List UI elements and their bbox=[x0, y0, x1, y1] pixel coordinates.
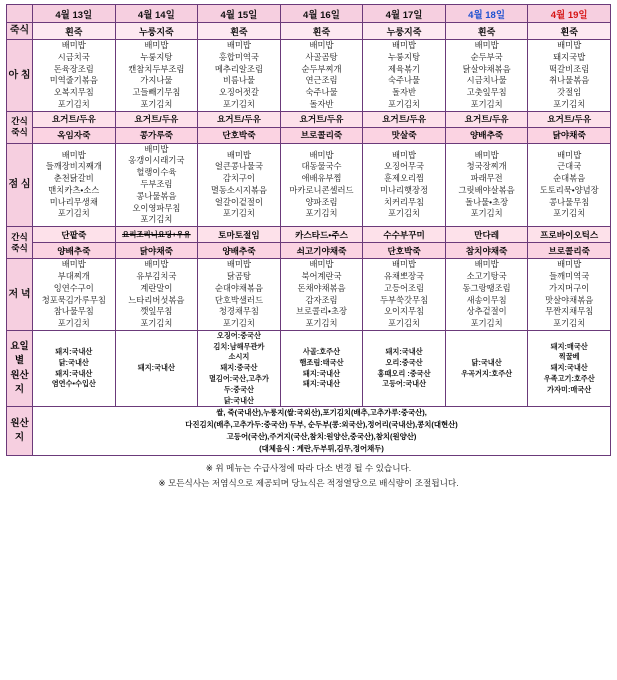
rice-cell: 흰죽 bbox=[528, 23, 611, 40]
table-header-row bbox=[7, 5, 611, 23]
text-line: 소시지 bbox=[228, 352, 250, 362]
dish-item: 배미밥 bbox=[474, 259, 499, 270]
snack-porridge-cell: 콩가루죽 bbox=[115, 127, 198, 143]
text-line: 햄조림:태국산 bbox=[299, 357, 344, 367]
dish-item: 북어계란국 bbox=[301, 270, 342, 281]
text-line: 닭:국내산 bbox=[471, 357, 502, 367]
text-line: 찍꿀베 bbox=[558, 352, 580, 362]
dinner-cell bbox=[363, 259, 446, 331]
dish-item: 대동물국수 bbox=[301, 161, 342, 172]
dish-item: 배미밥 bbox=[144, 259, 169, 270]
text-line: 돼지:매국산 bbox=[550, 341, 588, 351]
lunch-cell bbox=[528, 143, 611, 226]
row-origin-daily bbox=[7, 330, 611, 407]
dish-item: 무짠지채무침 bbox=[545, 306, 594, 317]
row-lunch bbox=[7, 143, 611, 226]
dish-item: 고춧잎무침 bbox=[466, 87, 507, 98]
snack-cell: 토마토절임 bbox=[198, 227, 281, 243]
breakfast-cell bbox=[198, 40, 281, 112]
dish-item: 시금치나물 bbox=[466, 75, 507, 86]
dish-item: 오이지무침 bbox=[384, 306, 425, 317]
dish-item: 애배유부찜 bbox=[301, 173, 342, 184]
dish-item: 맨치카츠•소스 bbox=[48, 184, 100, 195]
weekly-menu-table bbox=[6, 4, 611, 456]
dish-item: 포기김치 bbox=[388, 208, 421, 219]
text-line: 닭:국내산 bbox=[58, 357, 89, 367]
dish-item: 시금치국 bbox=[57, 51, 90, 62]
text-line: 가자미:매국산 bbox=[547, 384, 592, 394]
dish-item: 포기김치 bbox=[140, 214, 173, 225]
text-line: 돼지:국내산 bbox=[550, 363, 588, 373]
text-line: 고등어(국산),주거지(국산,참치:원양산,중국산),참치(원양산) bbox=[226, 432, 417, 442]
snack-porridge-cell: 브로콜리죽 bbox=[280, 127, 363, 143]
dish-item: 옹갱이시래기국 bbox=[128, 155, 185, 166]
text-line: 홍때오리 :중국산 bbox=[377, 368, 431, 378]
dish-item: 유채뽀장국 bbox=[384, 270, 425, 281]
text-line: 김치:남해무관카 bbox=[213, 341, 265, 351]
snack-porridge-cell: 브로콜리죽 bbox=[528, 243, 611, 259]
dish-item: 돼지국밥 bbox=[553, 51, 586, 62]
snack-porridge-cell: 닭야채죽 bbox=[528, 127, 611, 143]
header-day-fri: 4월 17일 bbox=[363, 5, 446, 23]
breakfast-cell bbox=[33, 40, 116, 112]
dish-item: 깻잎무침 bbox=[140, 306, 173, 317]
dish-item: 헐랭이수육 bbox=[136, 167, 177, 178]
dish-item: 청국장찌개 bbox=[466, 161, 507, 172]
snack-porridge-cell: 양배추죽 bbox=[198, 243, 281, 259]
snack-porridge-cell: 맛살죽 bbox=[363, 127, 446, 143]
dish-item: 두부쑥갓무침 bbox=[380, 294, 429, 305]
dish-item: 포기김치 bbox=[222, 318, 255, 329]
origin-cell bbox=[115, 330, 198, 407]
text-line: 돼지:국내산 bbox=[385, 347, 423, 357]
row-snack-afternoon-porridge bbox=[7, 243, 611, 259]
snack-cell: 요거트/두유 bbox=[445, 111, 528, 127]
dish-item: 배미밥 bbox=[392, 259, 417, 270]
text-line: 죽식 bbox=[11, 127, 28, 138]
dish-item: 포기김치 bbox=[57, 318, 90, 329]
breakfast-cell bbox=[445, 40, 528, 112]
dish-item: 브로콜리•초장 bbox=[295, 306, 347, 317]
dish-item: 포기김치 bbox=[388, 98, 421, 109]
dish-item: 부대찌개 bbox=[57, 270, 90, 281]
snack-cell: 요거트/두유 bbox=[115, 111, 198, 127]
dish-item: 감치구이 bbox=[222, 173, 255, 184]
text-line: 돼지:국내산 bbox=[55, 368, 93, 378]
text-line: 간식 bbox=[11, 231, 28, 242]
header-day-tue: 4월 14일 bbox=[115, 5, 198, 23]
snack-cell: 카스타드•주스 bbox=[280, 227, 363, 243]
row-breakfast bbox=[7, 40, 611, 112]
origin-cell bbox=[280, 330, 363, 407]
footer-note-2: ※ 모든식사는 저염식으로 제공되며 당뇨식은 적정열당으로 배식량이 조절됩니다. bbox=[158, 477, 459, 488]
row-label-origin-daily bbox=[7, 330, 33, 407]
lunch-cell bbox=[33, 143, 116, 226]
snack-porridge-cell: 단호박죽 bbox=[198, 127, 281, 143]
row-origin-all bbox=[7, 407, 611, 456]
dish-item: 감자조림 bbox=[305, 294, 338, 305]
rice-cell: 흰죽 bbox=[198, 23, 281, 40]
dish-item: 돌자반 bbox=[392, 87, 417, 98]
dish-item: 사골곰탕 bbox=[305, 51, 338, 62]
breakfast-cell bbox=[363, 40, 446, 112]
header-day-wed: 4월 15일 bbox=[198, 5, 281, 23]
text-line: 돼지:국내산 bbox=[137, 363, 175, 373]
dish-item: 오복지무침 bbox=[53, 87, 94, 98]
dish-item: 배미밥 bbox=[61, 259, 86, 270]
snack-porridge-cell: 참치야채죽 bbox=[445, 243, 528, 259]
dish-item: 순두부국 bbox=[470, 51, 503, 62]
snack-porridge-cell: 쇠고기야채죽 bbox=[280, 243, 363, 259]
rice-cell: 흰죽 bbox=[33, 23, 116, 40]
dish-item: 느타리버섯볶음 bbox=[128, 294, 185, 305]
dish-item: 포기김치 bbox=[305, 208, 338, 219]
dish-item: 참나물무침 bbox=[53, 306, 94, 317]
snack-cell-strikethrough: 요리조리니요딩+우유 bbox=[122, 230, 191, 240]
dish-item: 배미밥 bbox=[392, 149, 417, 160]
dish-item: 순대야채볶음 bbox=[214, 282, 263, 293]
header-day-mon: 4월 13일 bbox=[33, 5, 116, 23]
header-day-sat: 4월 18일 bbox=[445, 5, 528, 23]
origin-cell bbox=[445, 330, 528, 407]
text-line: 우족고기:호주산 bbox=[543, 374, 595, 384]
row-snack-afternoon bbox=[7, 227, 611, 243]
rice-cell: 흰죽 bbox=[445, 23, 528, 40]
dish-item: 포기김치 bbox=[140, 98, 173, 109]
breakfast-cell bbox=[115, 40, 198, 112]
text-line: 간식 bbox=[11, 116, 28, 127]
dish-item: 누룽지탕 bbox=[388, 51, 421, 62]
dish-item: 닭살야채볶음 bbox=[462, 63, 511, 74]
dish-item: 고들빼기무침 bbox=[132, 87, 181, 98]
rice-cell: 흰죽 bbox=[280, 23, 363, 40]
dish-item: 포기김치 bbox=[57, 208, 90, 219]
dish-item: 누룽지탕 bbox=[140, 51, 173, 62]
dish-item: 그릿배야살볶음 bbox=[458, 184, 515, 195]
snack-cell: 수수부꾸미 bbox=[363, 227, 446, 243]
rice-cell: 누룽지죽 bbox=[363, 23, 446, 40]
row-snack-morning bbox=[7, 111, 611, 127]
text-line: 쌀, 죽(국내산),누룽지(쌀:국외산),포기김치(배추,고추가루:중국산), bbox=[216, 408, 427, 418]
dish-item: 숙주나물 bbox=[388, 75, 421, 86]
dish-item: 순대볶음 bbox=[553, 173, 586, 184]
dish-item: 근대국 bbox=[557, 161, 582, 172]
dish-item: 연근조림 bbox=[305, 75, 338, 86]
dish-item: 미나리햇장정 bbox=[380, 184, 429, 195]
text-line: 오리:중국산 bbox=[385, 357, 423, 367]
dish-item: 떡갈비조림 bbox=[549, 63, 590, 74]
breakfast-cell bbox=[528, 40, 611, 112]
dish-item: 배미밥 bbox=[557, 149, 582, 160]
dish-item: 얼큰콩나물국 bbox=[214, 161, 263, 172]
dish-item: 포기김치 bbox=[222, 98, 255, 109]
snack-porridge-cell: 양배추죽 bbox=[445, 127, 528, 143]
dish-item: 오징어무국 bbox=[384, 161, 425, 172]
dinner-cell bbox=[528, 259, 611, 331]
dish-item: 제육볶기 bbox=[388, 63, 421, 74]
dish-item: 배미밥 bbox=[61, 40, 86, 50]
lunch-cell bbox=[363, 143, 446, 226]
origin-cell bbox=[198, 330, 281, 407]
snack-porridge-cell: 닭야채죽 bbox=[115, 243, 198, 259]
row-label-lunch: 점 심 bbox=[7, 143, 33, 226]
dish-item: 소고기탕국 bbox=[466, 270, 507, 281]
text-line: 두:중국산 bbox=[223, 384, 254, 394]
origin-all-cell bbox=[33, 407, 611, 456]
dish-item: 마카로니콘셀러드 bbox=[289, 184, 354, 195]
dish-item: 상추겉절이 bbox=[466, 306, 507, 317]
dish-item: 배미밥 bbox=[309, 40, 334, 50]
dish-item: 청포묵김가루무침 bbox=[41, 294, 106, 305]
dish-item: 닭곰탕 bbox=[226, 270, 251, 281]
dish-item: 가지머구이 bbox=[549, 282, 590, 293]
origin-cell bbox=[363, 330, 446, 407]
text-line: 요일별 bbox=[10, 341, 29, 367]
dish-item: 숙주나물 bbox=[305, 87, 338, 98]
dish-item: 들깨미역국 bbox=[549, 270, 590, 281]
dish-item: 포기김치 bbox=[57, 98, 90, 109]
dish-item: 배미밥 bbox=[309, 259, 334, 270]
dish-item: 포기김치 bbox=[553, 208, 586, 219]
snack-porridge-cell: 단호박죽 bbox=[363, 243, 446, 259]
text-line: 죽식 bbox=[11, 242, 28, 253]
row-snack-morning-porridge bbox=[7, 127, 611, 143]
dish-item: 배미밥 bbox=[61, 149, 86, 160]
dish-item: 콩나물무침 bbox=[549, 196, 590, 207]
dinner-cell bbox=[445, 259, 528, 331]
dish-item: 배미밥 bbox=[226, 259, 251, 270]
row-label-dinner: 저 녁 bbox=[7, 259, 33, 331]
dish-item: 배미밥 bbox=[557, 259, 582, 270]
text-line: 돼지:국내산 bbox=[302, 379, 341, 389]
dinner-cell bbox=[280, 259, 363, 331]
text-line: 돼지:국내산 bbox=[55, 347, 93, 357]
dish-item: 배미밥 bbox=[557, 40, 582, 50]
dish-item: 들깨장비지째개 bbox=[45, 161, 102, 172]
dish-item: 홍합미역국 bbox=[218, 51, 259, 62]
lunch-cell bbox=[198, 143, 281, 226]
dish-item: 단호박샐러드 bbox=[214, 294, 263, 305]
dish-item: 두부조림 bbox=[140, 179, 173, 190]
dish-item: 배미밥 bbox=[474, 149, 499, 160]
dinner-cell bbox=[115, 259, 198, 331]
text-line: 멸김어:국산,고추가 bbox=[208, 374, 269, 384]
dish-item: 계란말이 bbox=[140, 282, 173, 293]
snack-cell: 요거트/두유 bbox=[528, 111, 611, 127]
dish-item: 유부김치국 bbox=[136, 270, 177, 281]
text-line: 다진김치(배추,고추가두:중국산) 두부, 순두부(콩:외국산),정어리(국내산),콩치(대현산) bbox=[185, 420, 458, 430]
dish-item: 순두부찌개 bbox=[301, 63, 342, 74]
dish-item: 고등어조림 bbox=[384, 282, 425, 293]
dish-item: 갓절임 bbox=[557, 87, 582, 98]
dish-item: 멸동소시지볶음 bbox=[210, 184, 267, 195]
text-line: 사골:호주산 bbox=[302, 347, 341, 357]
dish-item: 오징어젓갈 bbox=[218, 87, 259, 98]
row-label-snack-morning bbox=[7, 111, 33, 143]
dish-item: 돌나물•초장 bbox=[465, 196, 509, 207]
text-line: 고등어:국내산 bbox=[382, 379, 427, 389]
dish-item: 새송이무침 bbox=[466, 294, 507, 305]
row-label-breakfast: 아 침 bbox=[7, 40, 33, 112]
dish-item: 오이영파무침 bbox=[132, 202, 181, 213]
dish-item: 포기김치 bbox=[222, 208, 255, 219]
dish-item: 포기김치 bbox=[470, 318, 503, 329]
dish-item: 포기김치 bbox=[470, 208, 503, 219]
dish-item: 배미밥 bbox=[309, 149, 334, 160]
snack-cell: 단팥죽 bbox=[33, 227, 116, 243]
dinner-cell bbox=[33, 259, 116, 331]
lunch-cell bbox=[445, 143, 528, 226]
row-label-origin-all: 원산지 bbox=[7, 407, 33, 456]
dish-item: 배미밥 bbox=[392, 40, 417, 50]
snack-porridge-cell: 옥임자죽 bbox=[33, 127, 116, 143]
text-line: (대체음식 : 계란,두부튀,김무,정어채두) bbox=[259, 444, 384, 454]
snack-cell: 요거트/두유 bbox=[198, 111, 281, 127]
origin-cell bbox=[528, 330, 611, 407]
dish-item: 미나리무생채 bbox=[49, 196, 98, 207]
breakfast-cell bbox=[280, 40, 363, 112]
snack-cell: 프로바이오틱스 bbox=[528, 227, 611, 243]
text-line: 닭:국내산 bbox=[223, 395, 254, 405]
dish-item: 비름나물 bbox=[222, 75, 255, 86]
dish-item: 얼갈이겉절이 bbox=[214, 196, 263, 207]
footer-notes bbox=[6, 456, 611, 489]
dish-item: 배미밥 bbox=[144, 40, 169, 50]
dish-item: 취나물볶음 bbox=[549, 75, 590, 86]
header-corner bbox=[7, 5, 33, 23]
dish-item: 포기김치 bbox=[470, 98, 503, 109]
dish-item: 치커리무침 bbox=[384, 196, 425, 207]
snack-cell bbox=[115, 227, 198, 243]
dinner-cell bbox=[198, 259, 281, 331]
header-day-thu: 4월 16일 bbox=[280, 5, 363, 23]
text-line: 우곡거지:호주산 bbox=[461, 368, 513, 378]
dish-item: 콩나물볶음 bbox=[136, 190, 177, 201]
dish-item: 배미밥 bbox=[226, 149, 251, 160]
dish-item: 포기김치 bbox=[305, 318, 338, 329]
dish-item: 메추리알조림 bbox=[214, 63, 263, 74]
dish-item: 파래무전 bbox=[470, 173, 503, 184]
dish-item: 돈육장조림 bbox=[53, 63, 94, 74]
dish-item: 포기김치 bbox=[140, 318, 173, 329]
rice-cell: 누룽지죽 bbox=[115, 23, 198, 40]
dish-item: 배미밥 bbox=[474, 40, 499, 50]
dish-item: 포기김치 bbox=[388, 318, 421, 329]
dish-item: 훈제오리찜 bbox=[384, 173, 425, 184]
dish-item: 돈채야채볶음 bbox=[297, 282, 346, 293]
origin-cell bbox=[33, 330, 116, 407]
text-line: 오징어:중국산 bbox=[216, 330, 261, 340]
text-line: 돼지:국내산 bbox=[302, 368, 341, 378]
dish-item: 잉연수구이 bbox=[53, 282, 94, 293]
dish-item: 캔참치두부조림 bbox=[128, 63, 185, 74]
text-line: 돼지:중국산 bbox=[220, 363, 258, 373]
row-dinner bbox=[7, 259, 611, 331]
text-line: 염연수•수입산 bbox=[51, 379, 96, 389]
snack-cell: 만다레 bbox=[445, 227, 528, 243]
row-rice-porridge bbox=[7, 23, 611, 40]
snack-cell: 요거트/두유 bbox=[363, 111, 446, 127]
snack-cell: 요거트/두유 bbox=[33, 111, 116, 127]
dish-item: 춘천닭갈비 bbox=[53, 173, 94, 184]
row-label-snack-afternoon bbox=[7, 227, 33, 259]
dish-item: 맛살야채볶음 bbox=[545, 294, 594, 305]
lunch-cell bbox=[280, 143, 363, 226]
dish-item: 도토리묵•양념장 bbox=[539, 184, 599, 195]
dish-item: 양파조림 bbox=[305, 196, 338, 207]
row-label-rice: 죽식 bbox=[7, 23, 33, 40]
header-day-sun: 4월 19일 bbox=[528, 5, 611, 23]
footer-note-1: ※ 위 메뉴는 수급사정에 따라 다소 변경 될 수 있습니다. bbox=[205, 463, 412, 474]
dish-item: 배미밥 bbox=[226, 40, 251, 50]
lunch-cell bbox=[115, 143, 198, 226]
snack-porridge-cell: 양배추죽 bbox=[33, 243, 116, 259]
snack-cell: 요거트/두유 bbox=[280, 111, 363, 127]
dish-item: 청경채무침 bbox=[218, 306, 259, 317]
text-line: 원산지 bbox=[10, 369, 29, 395]
dish-item: 가지나물 bbox=[140, 75, 173, 86]
dish-item: 돌자반 bbox=[309, 98, 334, 109]
dish-item: 포기김치 bbox=[553, 98, 586, 109]
dish-item: 동그랑땡조림 bbox=[462, 282, 511, 293]
dish-item: 미역줄기볶음 bbox=[49, 75, 98, 86]
dish-item: 포기김치 bbox=[553, 318, 586, 329]
dish-item: 배미밥 bbox=[144, 143, 169, 154]
